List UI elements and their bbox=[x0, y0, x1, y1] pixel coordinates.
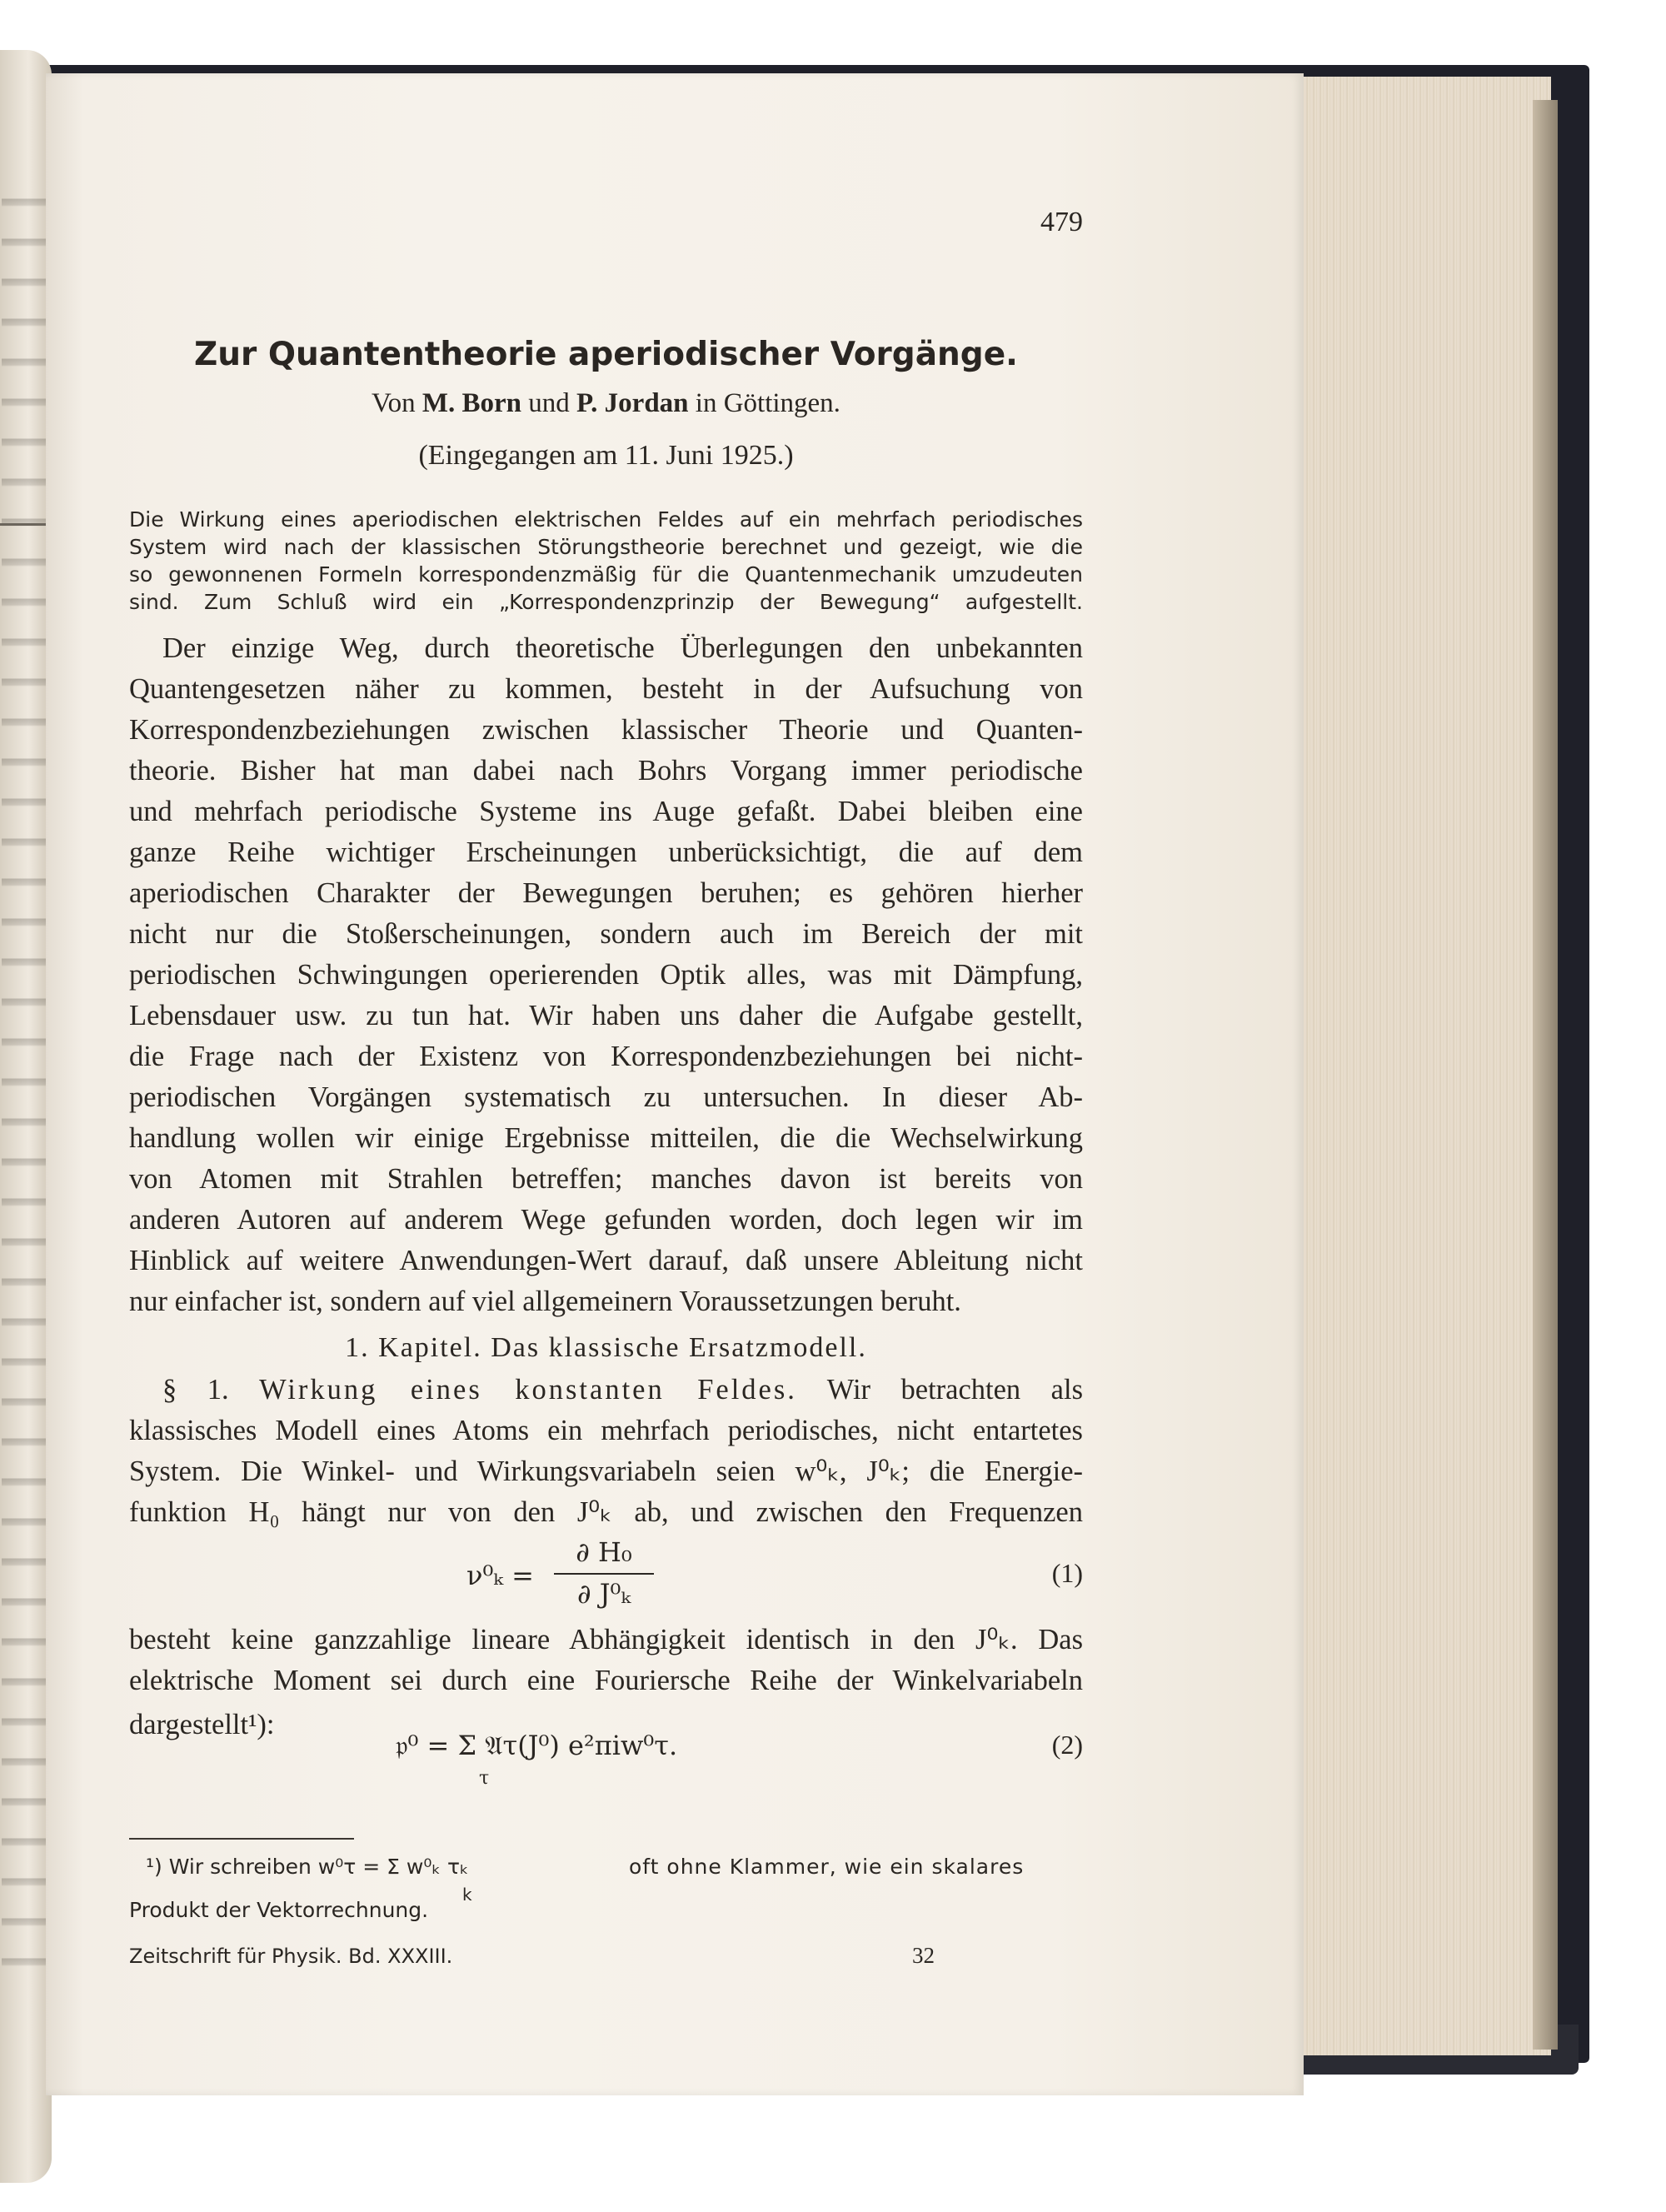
body-line: periodischen Vorgängen systematisch zu untersuchen. In dieser Ab- bbox=[129, 1081, 1083, 1113]
section-line: klassisches Modell eines Atoms ein mehrfach periodisches, nicht entartetes bbox=[129, 1415, 1083, 1446]
equation-2-lead: dargestellt¹): bbox=[129, 1709, 275, 1740]
body-line: periodischen Schwingungen operierenden Optik alles, was mit Dämpfung, bbox=[129, 959, 1083, 991]
section-first-line-rest: Wir betrachten als bbox=[826, 1374, 1083, 1406]
footnote-line-2: Produkt der Vektorrechnung. bbox=[129, 1898, 429, 1922]
page-edges bbox=[1295, 77, 1551, 2055]
abstract-line: so gewonnenen Formeln korrespondenzmäßig für die Quantenmechanik umzudeuten bbox=[129, 562, 1083, 587]
equation-2-sum-index: τ bbox=[479, 1768, 490, 1789]
footnote-sum-index: k bbox=[462, 1885, 472, 1905]
sheet-number: 32 bbox=[912, 1943, 935, 1968]
body-line: Korrespondenzbeziehungen zwischen klassischer Theorie und Quanten- bbox=[129, 714, 1083, 746]
body-line: von Atomen mit Strahlen betreffen; manches davon ist bereits von bbox=[129, 1163, 1083, 1195]
authors-place: in Göttingen. bbox=[695, 388, 840, 418]
received-date: (Eingegangen am 11. Juni 1925.) bbox=[418, 440, 794, 471]
author-jordan: P. Jordan bbox=[576, 388, 689, 418]
body-line: nur einfacher ist, sondern auf viel allgemeinern Voraussetzungen beruht. bbox=[129, 1286, 961, 1317]
section-first-line bbox=[129, 1373, 1083, 1406]
equation-1-number: (1) bbox=[1051, 1558, 1083, 1588]
equation-1-lhs: ν⁰ₖ = bbox=[466, 1560, 534, 1591]
equation-2-body: 𝔭⁰ = Σ 𝔄τ(J⁰) e²πiw⁰τ. bbox=[396, 1730, 678, 1761]
author-born: M. Born bbox=[421, 388, 522, 418]
page-edges-shadow bbox=[1533, 100, 1558, 2050]
article-authors bbox=[129, 388, 1083, 419]
body-line: die Frage nach der Existenz von Korrespondenzbeziehungen bei nicht- bbox=[129, 1041, 1083, 1072]
abstract-line: Die Wirkung eines aperiodischen elektrischen Feldes auf ein mehrfach periodisches bbox=[129, 507, 1083, 532]
body-line: und mehrfach periodische Systeme ins Auge gefaßt. Dabei bleiben eine bbox=[129, 796, 1083, 827]
body-line: Quantengesetzen näher zu kommen, besteht in der Aufsuchung von bbox=[129, 673, 1083, 705]
equation-2-number: (2) bbox=[1051, 1730, 1083, 1760]
section-line: funktion H₀ hängt nur von den J⁰ₖ ab, und zwischen den Frequenzen bbox=[129, 1496, 1083, 1528]
body-line: Der einzige Weg, durch theoretische Überlegungen den unbekannten bbox=[162, 632, 1083, 664]
footnote-line-1a: ¹) Wir schreiben w⁰τ = Σ w⁰ₖ τₖ bbox=[146, 1855, 469, 1879]
journal-signature: Zeitschrift für Physik. Bd. XXXIII. bbox=[129, 1945, 453, 1968]
journal-page bbox=[46, 73, 1304, 2095]
body-line: elektrische Moment sei durch eine Fouriersche Reihe der Winkelvariabeln bbox=[129, 1665, 1083, 1696]
section-line: System. Die Winkel- und Wirkungsvariabeln seien w⁰ₖ, J⁰ₖ; die Energie- bbox=[129, 1456, 1083, 1487]
section-title: Wirkung eines konstanten Feldes. bbox=[259, 1374, 797, 1406]
body-line: Lebensdauer usw. zu tun hat. Wir haben uns daher die Aufgabe gestellt, bbox=[129, 1000, 1083, 1031]
abstract-line: sind. Zum Schluß wird ein „Korrespondenzprinzip der Bewegung“ aufgestellt. bbox=[129, 590, 1083, 614]
article-title: Zur Quantentheorie aperiodischer Vorgänge. bbox=[194, 336, 1018, 373]
footnote-rule bbox=[129, 1838, 354, 1840]
body-line: aperiodischen Charakter der Bewegungen beruhen; es gehören hierher bbox=[129, 877, 1083, 909]
body-line: theorie. Bisher hat man dabei nach Bohrs Vorgang immer periodische bbox=[129, 755, 1083, 786]
left-page-text-fragments bbox=[2, 167, 50, 1983]
authors-conj: und bbox=[528, 388, 570, 418]
left-page-edge bbox=[0, 50, 52, 2183]
footnote-line-1b: oft ohne Klammer, wie ein skalares bbox=[629, 1855, 1025, 1879]
authors-prefix: Von bbox=[372, 388, 416, 418]
equation-1-numerator: ∂ H₀ bbox=[576, 1536, 632, 1568]
body-line: Hinblick auf weitere Anwendungen-Wert darauf, daß unsere Ableitung nicht bbox=[129, 1245, 1083, 1276]
body-line: handlung wollen wir einige Ergebnisse mitteilen, die die Wechselwirkung bbox=[129, 1122, 1083, 1154]
chapter-heading: 1. Kapitel. Das klassische Ersatzmodell. bbox=[345, 1332, 867, 1363]
body-line: ganze Reihe wichtiger Erscheinungen unberücksichtigt, die auf dem bbox=[129, 836, 1083, 868]
body-line: besteht keine ganzzahlige lineare Abhängigkeit identisch in den J⁰ₖ. Das bbox=[129, 1624, 1083, 1655]
abstract-line: System wird nach der klassischen Störungstheorie berechnet und gezeigt, wie die bbox=[129, 535, 1083, 559]
body-line: nicht nur die Stoßerscheinungen, sondern auch im Bereich der mit bbox=[129, 918, 1083, 950]
left-page-rule bbox=[0, 523, 52, 526]
equation-1-denominator: ∂ J⁰ₖ bbox=[576, 1578, 631, 1610]
section-number: § 1. bbox=[162, 1374, 229, 1406]
equation-1-fraction-bar bbox=[554, 1573, 654, 1575]
page-number: 479 bbox=[1040, 207, 1083, 237]
body-line: anderen Autoren auf anderem Wege gefunden worden, doch legen wir im bbox=[129, 1204, 1083, 1236]
